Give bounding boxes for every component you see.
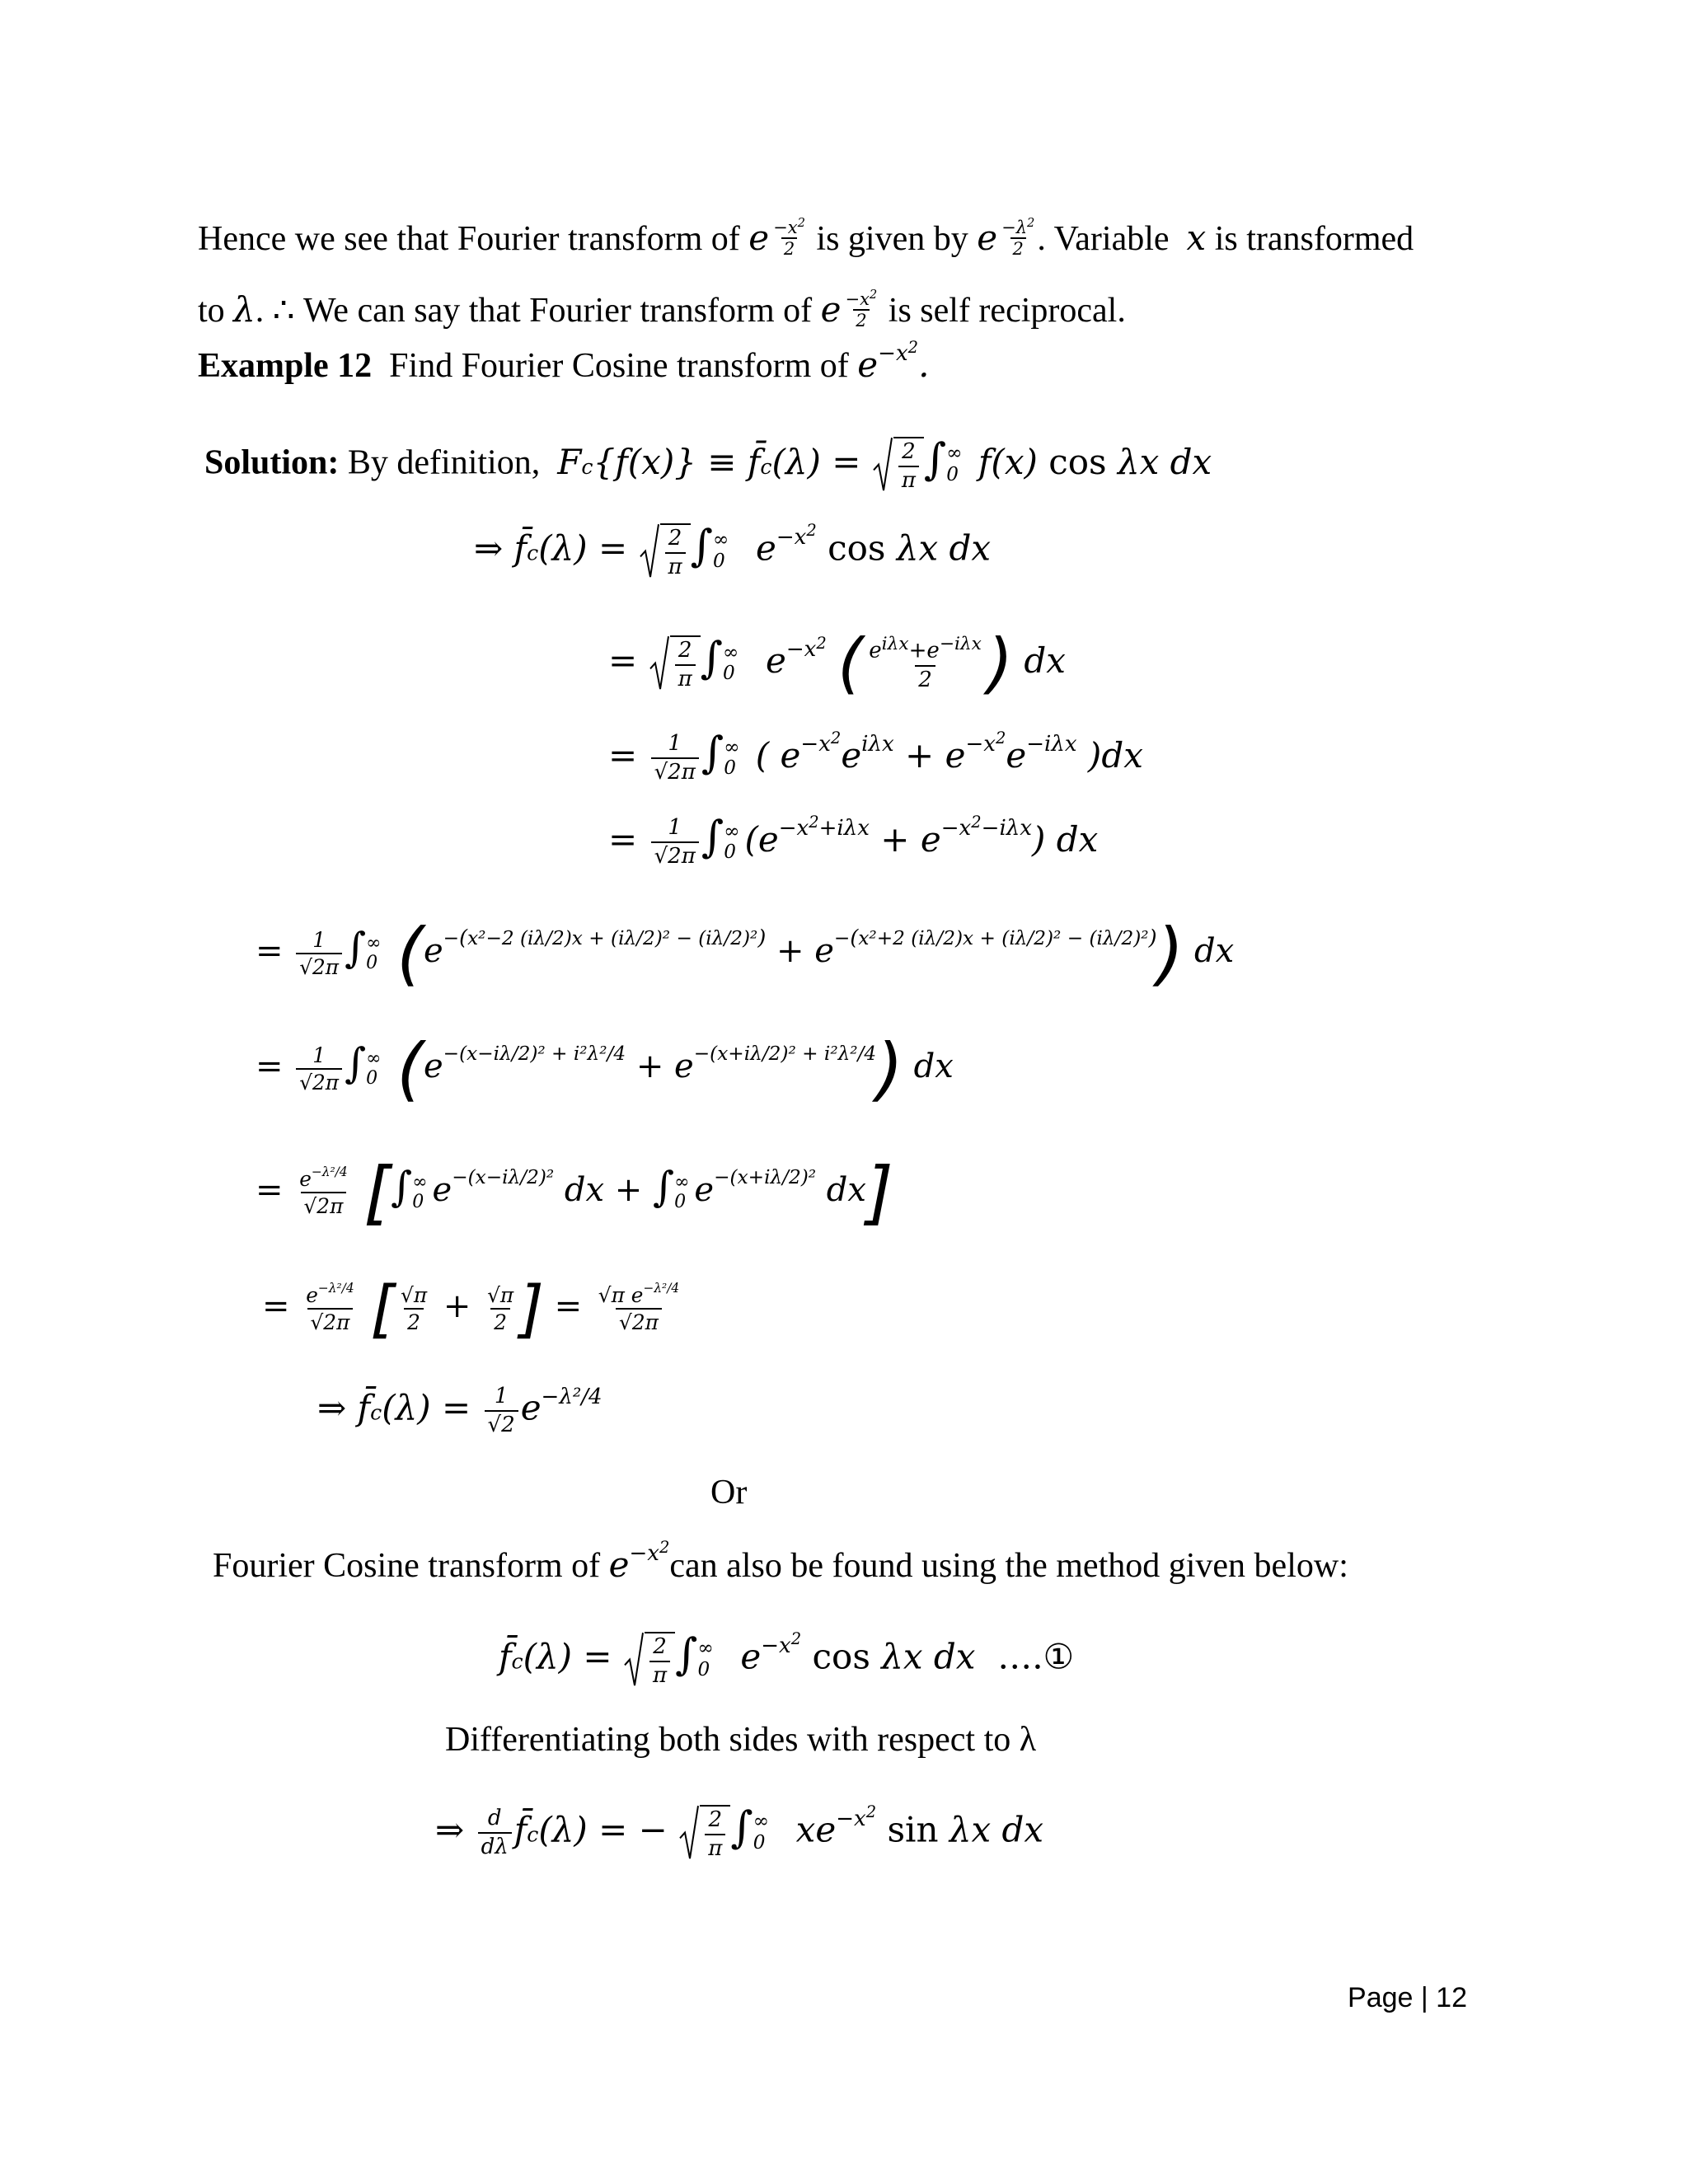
or-separator: [710, 1475, 747, 1510]
example-text: Find Fourier Cosine transform of: [389, 347, 849, 385]
math-exp-neg-x2: $e^{-x^2}$.: [857, 337, 930, 385]
intro-text-1a: Hence we see that Fourier transform of: [198, 220, 740, 258]
definition-formula: Fc{f(x)} ≡ f̄c(λ) = $\frac{2}{\pi}$ ∫ ∞ 0 f(x) cos λx dx: [557, 434, 1212, 493]
solution-text: By definition,: [347, 443, 541, 482]
example-heading: [198, 337, 930, 385]
example-label: Example 12: [198, 347, 373, 385]
equation-step-2: = $\frac{2}{\pi}$ ∫ ∞ 0 $e^{-x^2}$ ( $\frac{e^{i\lambda x}+e^{-i\lambda x}}{2}$ ) dx: [608, 625, 1066, 701]
equation-step-4: = $\frac{1}{√2\pi}$ ∫ ∞ 0 $(e^{-x^2+i\lambda x} + e^{-x^2-i\lambda x})$ dx: [608, 812, 1099, 869]
method-text-a: Fourier Cosine transform of: [213, 1547, 601, 1585]
solution-label: Solution:: [204, 443, 340, 482]
page-number: Page | 12: [1348, 1982, 1467, 2013]
intro-line-2: [198, 288, 1126, 346]
equation-step-1: ⇒ f̄c(λ) = $\frac{2}{\pi}$ ∫ ∞ 0 $e^{-x^2}$ cos λx dx: [474, 520, 992, 579]
math-exp-neg-x2-over-2: e $\frac{-x^2}{2}$: [748, 216, 805, 260]
intro-text-2c: is self reciprocal.: [888, 292, 1126, 330]
math-exp-neg-x2-b: $e^{-x^2}$: [608, 1537, 670, 1585]
method-text-b: can also be found using the method given below:: [669, 1547, 1348, 1585]
equation-method-2: ⇒ $\frac{d}{d\lambda}$ f̄c(λ) = − $\frac{2}{\pi}$ ∫ ∞ 0 $xe^{-x^2}$ sin λx dx: [435, 1802, 1044, 1861]
intro-text-1c: . Variable: [1037, 220, 1170, 258]
diff-line: [445, 1722, 1036, 1757]
math-exp-neg-x2-over-2-b: e $\frac{-x^2}{2}$: [820, 288, 878, 331]
method-line: [213, 1537, 1348, 1585]
equation-result: ⇒ f̄c(λ) = $\frac{1}{√2}$ $e^{-\lambda^2/4}$: [317, 1384, 603, 1437]
equation-step-5: = $\frac{1}{√2\pi}$ ∫ ∞ 0 $(e^{-(x^2-2 (i\lambda/2)x + (i\lambda/2)^2 - (i\lambda/2)^2)} + e^{-(x^2+2 (i\lambda/2)x + (i\lambda/2)^2 - (i\lambda/2)^2)})$ dx: [256, 913, 1235, 994]
intro-text-1d: is transformed: [1214, 220, 1414, 258]
equation-marker: ….①: [997, 1636, 1075, 1677]
math-exp-neg-lambda2-over-2: e $\frac{-\lambda^2}{2}$: [977, 216, 1035, 260]
diff-text: Differentiating both sides with respect to λ: [445, 1721, 1037, 1759]
equation-step-8: = $\frac{e^{-\lambda^2/4}}{√2\pi}$ [ $\frac{√\pi}{2}$ + $\frac{√\pi}{2}$ ] = $\frac{√\pi e^{-\lambda^2/4}}{√2\pi}$: [262, 1272, 680, 1345]
solution-line: [204, 434, 1212, 493]
var-x: x: [1186, 218, 1207, 258]
equation-step-6: = $\frac{1}{√2\pi}$ ∫ ∞ 0 $(e^{-(x-i\lambda/2)^2 + i^2\lambda^2/4} + e^{-(x+i\lambda/2)^2 + i^2\lambda^2/4})$ dx: [256, 1029, 954, 1109]
equation-step-3: = $\frac{1}{√2\pi}$ ∫ ∞ 0 ( $e^{-x^2}e^{i\lambda x} + e^{-x^2}e^{-i\lambda x}$ )dx: [608, 728, 1143, 785]
var-lambda: λ: [233, 289, 256, 330]
intro-text-2a: to: [198, 292, 225, 330]
intro-text-2b: . ∴ We can say that Fourier transform of: [255, 292, 813, 330]
or-text: Or: [710, 1474, 748, 1511]
equation-step-7: = $\frac{e^{-\lambda^2/4}}{√2\pi}$ [∫ ∞ 0 $e^{-(x-i\lambda/2)^2}$ dx + ∫ ∞ 0 $e^{-(x+i\lambda/2)^2}$ dx]: [256, 1152, 893, 1233]
equation-method-1: f̄c(λ) = $\frac{2}{\pi}$ ∫ ∞ 0 $e^{-x^2}$ cos λx dx ….①: [499, 1629, 1075, 1688]
intro-text-1b: is given by: [816, 220, 968, 258]
intro-line-1: [198, 216, 1414, 274]
